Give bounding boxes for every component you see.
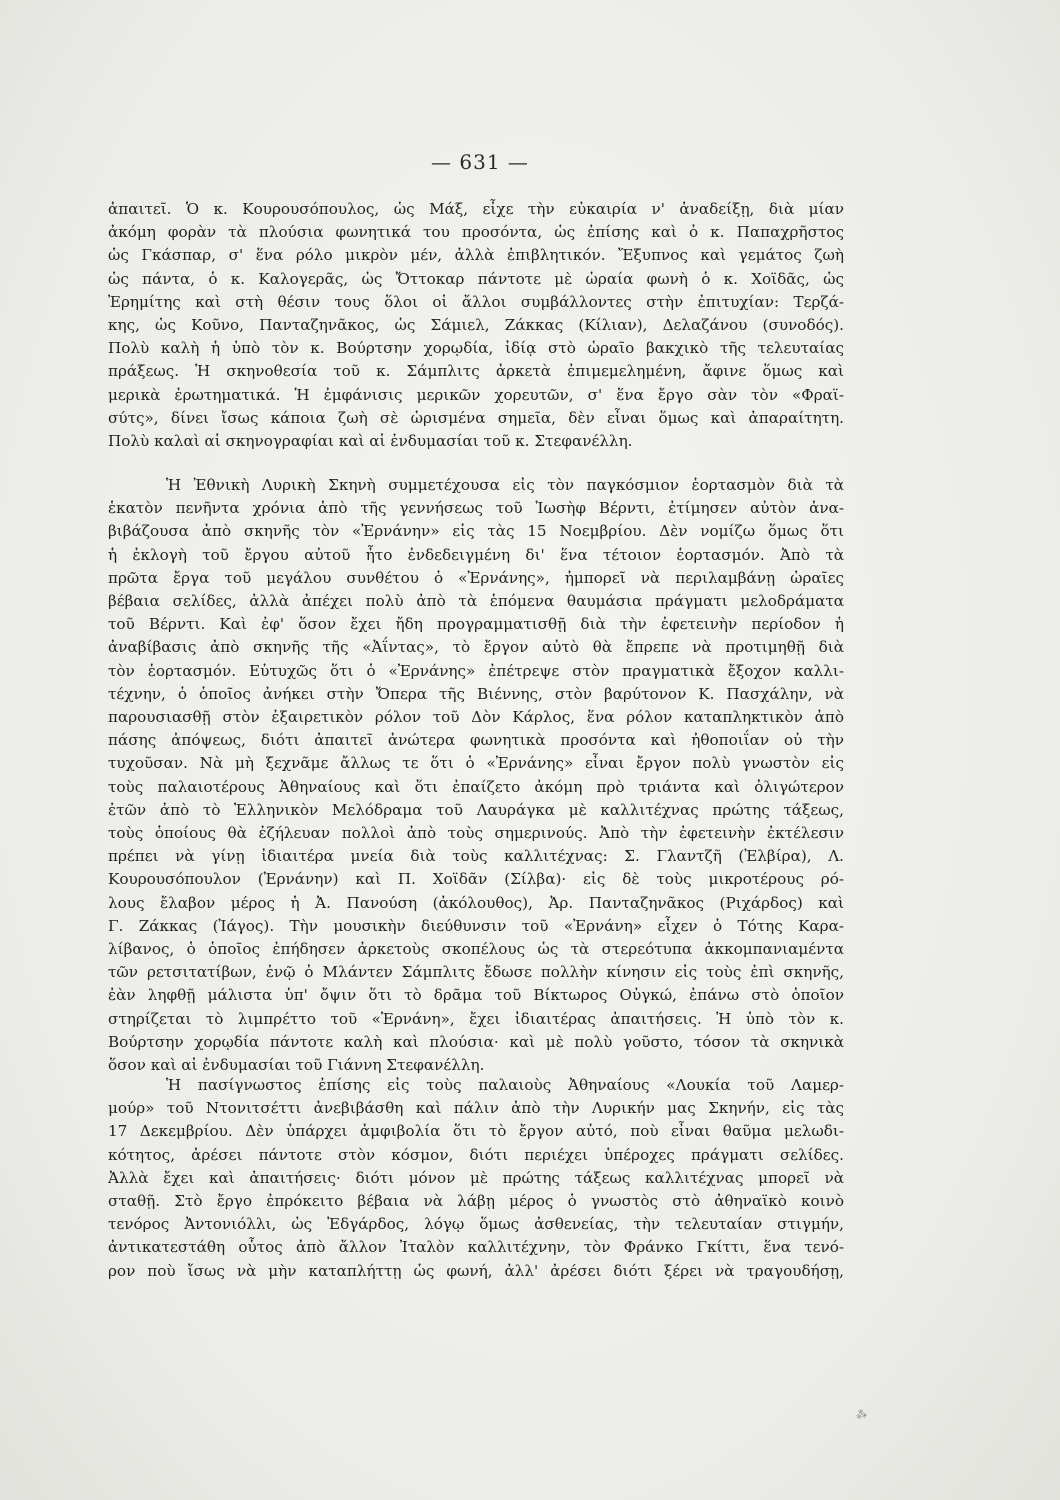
text-line: ὡς πάντα, ὁ κ. Καλογερᾶς, ὡς Ὄττοκαρ πάντοτε μὲ ὡραία φωνὴ ὁ κ. Χοϊδᾶς, ὡς <box>108 269 844 288</box>
text-line: τῶν ρετσιτατίβων, ἐνῷ ὁ Μλάντεν Σάμπλιτς ἔδωσε πολλὴν κίνησιν εἰς τοὺς ἐπὶ σκηνῆς, <box>108 963 844 982</box>
text-line: ρον ποὺ ἴσως νὰ μὴν καταπλήττῃ ὡς φωνή, ἀλλ' ἀρέσει διότι ξέρει νὰ τραγουδήσῃ, <box>108 1261 844 1280</box>
text-line: Βούρτσην χορῳδία πάντοτε καλὴ καὶ πλούσια· καὶ μὲ πολὺ γοῦστο, τόσον τὰ σκηνικὰ <box>108 1032 844 1051</box>
text-line: τέχνην, ὁ ὁποῖος ἀνήκει στὴν Ὄπερα τῆς Βιέννης, στὸν βαρύτονον Κ. Πασχάλην, νὰ <box>108 684 844 703</box>
text-line: πρῶτα ἔργα τοῦ μεγάλου συνθέτου ὁ «Ἐρνάνης», ἠμπορεῖ νὰ περιλαμβάνῃ ὡραῖες <box>108 568 844 587</box>
scan-smudge-mark: ⁂ <box>854 1406 869 1423</box>
text-line: Ἐρημίτης καὶ στὴ θέσιν τους ὅλοι οἱ ἄλλοι συμβάλλοντες στὴν ἐπιτυχίαν: Τερζά- <box>108 292 844 311</box>
text-line: ἡ ἐκλογὴ τοῦ ἔργου αὐτοῦ ἦτο ἐνδεδειγμένη δι' ἕνα τέτοιον ἑορτασμόν. Ἀπὸ τὰ <box>108 545 844 564</box>
text-line: ἀπαιτεῖ. Ὁ κ. Κουρουσόπουλος, ὡς Μάξ, εἶχε τὴν εὐκαιρία ν' ἀναδείξῃ, διὰ μίαν <box>108 200 844 218</box>
text-line: ἀντικατεστάθη οὗτος ἀπὸ ἄλλον Ἰταλὸν καλλιτέχνην, τὸν Φράνκο Γκίττι, ἕνα τενό- <box>108 1238 844 1257</box>
text-line: Κουρουσόπουλον (Ἐρνάνην) καὶ Π. Χοϊδᾶν (Σίλβα)· εἰς δὲ τοὺς μικροτέρους ρό- <box>108 870 844 889</box>
text-line: Γ. Ζάκκας (Ἰάγος). Τὴν μουσικὴν διεύθυνσιν τοῦ «Ἐρνάνη» εἶχεν ὁ Τότης Καρα- <box>108 916 844 935</box>
text-line: ἑκατὸν πενῆντα χρόνια ἀπὸ τῆς γεννήσεως τοῦ Ἰωσὴφ Βέρντι, ἐτίμησεν αὐτὸν ἀνα- <box>108 499 844 518</box>
text-line: Ἀλλὰ ἔχει καὶ ἀπαιτήσεις· διότι μόνον μὲ πρώτης τάξεως καλλιτέχνας μπορεῖ νὰ <box>108 1168 844 1187</box>
text-line: ἐὰν ληφθῇ μάλιστα ὑπ' ὄψιν ὅτι τὸ δρᾶμα τοῦ Βίκτωρος Οὐγκώ, ἐπάνω στὸ ὁποῖον <box>108 986 844 1005</box>
text-line: τοῦ Βέρντι. Καὶ ἐφ' ὅσον ἔχει ἤδη προγραμματισθῇ διὰ τὴν ἐφετεινὴν περίοδον ἡ <box>108 615 844 634</box>
text-line: σταθῇ. Στὸ ἔργο ἐπρόκειτο βέβαια νὰ λάβῃ μέρος ὁ γνωστὸς στὸ ἀθηναϊκὸ κοινὸ <box>108 1192 844 1211</box>
text-line: Πολὺ καλαὶ αἱ σκηνογραφίαι καὶ αἱ ἐνδυμασίαι τοῦ κ. Στεφανέλλη. <box>108 432 633 451</box>
text-line: παρουσιασθῇ στὸν ἐξαιρετικὸν ρόλον τοῦ Δὸν Κάρλος, ἕνα ρόλον καταπληκτικὸν ἀπὸ <box>108 708 844 727</box>
text-line: κότητος, ἀρέσει πάντοτε στὸν κόσμον, διότι περιέχει ὑπέροχες πράγματι σελίδες. <box>108 1145 844 1164</box>
text-line: τενόρος Ἀντονιόλλι, ὡς Ἐδγάρδος, λόγῳ ὅμως ἀσθενείας, τὴν τελευταίαν στιγμήν, <box>108 1215 844 1234</box>
text-line: κης, ὡς Κοῦνο, Πανταζηνᾶκος, ὡς Σάμιελ, Ζάκκας (Κίλιαν), Δελαζάνου (συνοδός). <box>108 316 844 335</box>
text-line: μερικὰ ἐρωτηματικά. Ἡ ἐμφάνισις μερικῶν χορευτῶν, σ' ἕνα ἔργο σὰν τὸν «Φραϊ- <box>108 385 844 404</box>
text-line: ὡς Γκάσπαρ, σ' ἕνα ρόλο μικρὸν μέν, ἀλλὰ ἐπιβλητικόν. Ἔξυπνος καὶ γεμάτος ζωὴ <box>108 246 844 265</box>
text-line: τοὺς παλαιοτέρους Ἀθηναίους καὶ ὅτι ἐπαίζετο ἀκόμη πρὸ τριάντα καὶ ὀλιγώτερον <box>108 777 844 796</box>
text-line: 17 Δεκεμβρίου. Δὲν ὑπάρχει ἀμφιβολία ὅτι τὸ ἔργον αὐτό, ποὺ εἶναι θαῦμα μελωδι- <box>108 1122 844 1141</box>
text-line: σύτς», δίνει ἴσως κάποια ζωὴ σὲ ὡρισμένα σημεῖα, δὲν εἶναι ὅμως καὶ ἀπαραίτητη. <box>108 408 844 427</box>
text-line: πρέπει νὰ γίνῃ ἰδιαιτέρα μνεία διὰ τοὺς καλλιτέχνας: Σ. Γλαντζῆ (Ἐλβίρα), Λ. <box>108 847 844 866</box>
text-line: βέβαια σελίδες, ἀλλὰ ἀπέχει πολὺ ἀπὸ τὰ ἑπόμενα θαυμάσια πράγματι μελοδράματα <box>108 592 844 611</box>
text-line: ἀκόμη φορὰν τὰ πλούσια φωνητικά του προσόντα, ὡς ἐπίσης καὶ ὁ κ. Παπαχρῆστος <box>108 223 844 242</box>
text-line: στηρίζεται τὸ λιμπρέττο τοῦ «Ἐρνάνη», ἔχει ἰδιαιτέρας ἀπαιτήσεις. Ἡ ὑπὸ τὸν κ. <box>108 1009 844 1028</box>
text-line: Ἡ πασίγνωστος ἐπίσης εἰς τοὺς παλαιοὺς Ἀθηναίους «Λουκία τοῦ Λαμερ- <box>166 1076 844 1094</box>
text-line: πράξεως. Ἡ σκηνοθεσία τοῦ κ. Σάμπλιτς ἀρκετὰ ἐπιμεμελημένη, ἄφινε ὅμως καὶ <box>108 362 844 381</box>
text-line: λίβανος, ὁ ὁποῖος ἐπήδησεν ἀρκετοὺς σκοπέλους ὡς τὰ στερεότυπα ἀκκομπανιαμέντα <box>108 940 844 959</box>
text-line: ὅσον καὶ αἱ ἐνδυμασίαι τοῦ Γιάννη Στεφανέλλη. <box>108 1056 485 1075</box>
text-line: ἐτῶν ἀπὸ τὸ Ἑλληνικὸν Μελόδραμα τοῦ Λαυράγκα μὲ καλλιτέχνας πρώτης τάξεως, <box>108 800 844 819</box>
text-line: πάσης ἀπόψεως, διότι ἀπαιτεῖ ἀνώτερα φωνητικὰ προσόντα καὶ ἠθοποιΐαν οὐ τὴν <box>108 731 844 750</box>
text-line: τὸν ἑορτασμόν. Εὐτυχῶς ὅτι ὁ «Ἐρνάνης» ἐπέτρεψε στὸν πραγματικὰ ἔξοχον καλλι- <box>108 661 844 680</box>
text-line: βιβάζουσα ἀπὸ σκηνῆς τὸν «Ἐρνάνην» εἰς τὰς 15 Νοεμβρίου. Δὲν νομίζω ὅμως ὅτι <box>108 522 844 541</box>
text-line: μούρ» τοῦ Ντονιτσέττι ἀνεβιβάσθη καὶ πάλιν ἀπὸ τὴν Λυρικήν μας Σκηνήν, εἰς τὰς <box>108 1099 844 1118</box>
page-number: — 631 — <box>431 150 529 174</box>
paragraph-3 <box>108 1074 844 1283</box>
text-line: τυχοῦσαν. Νὰ μὴ ξεχνᾶμε ἄλλως τε ὅτι ὁ «Ἐρνάνης» εἶναι ἔργον πολὺ γνωστὸν εἰς <box>108 754 844 773</box>
text-line: Ἡ Ἐθνικὴ Λυρικὴ Σκηνὴ συμμετέχουσα εἰς τὸν παγκόσμιον ἑορτασμὸν διὰ τὰ <box>166 476 844 494</box>
text-line: Πολὺ καλὴ ἡ ὑπὸ τὸν κ. Βούρτσην χορῳδία, ἰδίᾳ στὸ ὡραῖο βακχικὸ τῆς τελευταίας <box>108 339 844 358</box>
text-line: ἀναβίβασις ἀπὸ σκηνῆς τῆς «Ἀΐντας», τὸ ἔργον αὐτὸ θὰ ἔπρεπε νὰ προτιμηθῇ διὰ <box>108 638 844 657</box>
text-line: τοὺς ὁποίους θὰ ἐζήλευαν πολλοὶ ἀπὸ τοὺς σημερινούς. Ἀπὸ τὴν ἐφετεινὴν ἐκτέλεσιν <box>108 824 844 843</box>
paragraph-2 <box>108 474 844 1077</box>
paragraph-1 <box>108 198 844 453</box>
text-line: λους ἔλαβον μέρος ἡ Ἀ. Πανούση (ἀκόλουθος), Ἀρ. Πανταζηνᾶκος (Ριχάρδος) καὶ <box>108 893 844 912</box>
